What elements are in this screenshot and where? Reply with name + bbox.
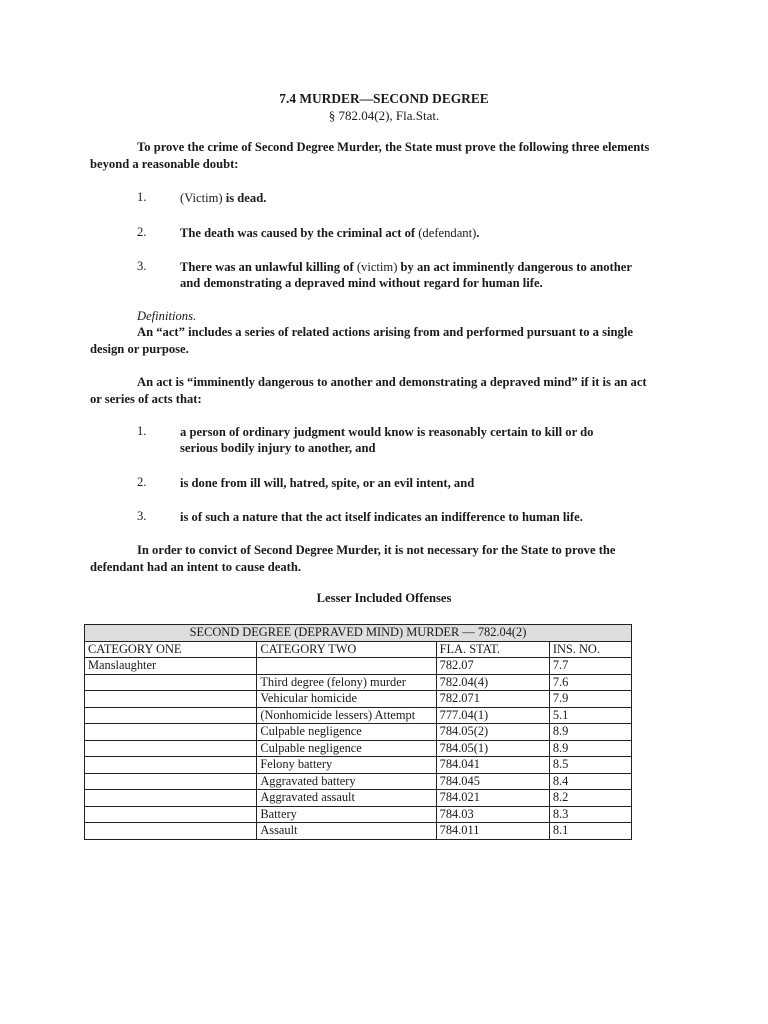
act-text: is done from ill will, hatred, spite, or an evil intent, and	[180, 476, 475, 490]
table-row	[85, 658, 632, 675]
act-item	[180, 509, 680, 525]
element-text: .	[476, 226, 480, 240]
imminent-definition	[90, 374, 660, 407]
definitions-label: Definitions.	[137, 309, 197, 323]
table-cell	[85, 674, 257, 691]
element-text: by an act imminently dangerous to another	[397, 260, 632, 274]
table-cell	[85, 806, 257, 823]
table-cell: Aggravated assault	[257, 790, 436, 807]
table-cell: 777.04(1)	[436, 707, 549, 724]
table-cell: 8.1	[549, 823, 631, 840]
table-header-row	[85, 641, 632, 658]
table-cell: Battery	[257, 806, 436, 823]
intent-text: In order to convict of Second Degree Murder, it is not necessary for the State to prove the defendant had an intent to cause death.	[90, 543, 616, 574]
table-cell: 5.1	[549, 707, 631, 724]
act-text-line2: serious bodily injury to another, and	[180, 441, 376, 455]
column-header: INS. NO.	[549, 641, 631, 658]
table-cell	[85, 790, 257, 807]
element-text-line2: and demonstrating a depraved mind without regard for human life.	[180, 276, 543, 290]
table-row	[85, 773, 632, 790]
table-cell	[257, 658, 436, 675]
table-cell: 784.05(1)	[436, 740, 549, 757]
act-definition-text: An “act” includes a series of related actions arising from and performed pursuant to a single design or purpose.	[90, 325, 633, 356]
table-cell	[85, 773, 257, 790]
intro-paragraph	[90, 139, 660, 172]
table-cell: Manslaughter	[85, 658, 257, 675]
table-cell: Culpable negligence	[257, 724, 436, 741]
table-cell: 782.071	[436, 691, 549, 708]
table-cell: 784.03	[436, 806, 549, 823]
table-cell: 784.041	[436, 757, 549, 774]
element-item	[180, 190, 680, 206]
table-cell: 8.3	[549, 806, 631, 823]
table-cell: Third degree (felony) murder	[257, 674, 436, 691]
table-cell	[85, 724, 257, 741]
table-cell: 8.9	[549, 740, 631, 757]
table-row	[85, 724, 632, 741]
column-header: CATEGORY TWO	[257, 641, 436, 658]
element-number: 2.	[137, 225, 147, 239]
act-number: 1.	[137, 424, 147, 438]
table-row	[85, 740, 632, 757]
table-cell: 7.7	[549, 658, 631, 675]
table-cell: Culpable negligence	[257, 740, 436, 757]
table-cell: 7.6	[549, 674, 631, 691]
table-cell: 784.045	[436, 773, 549, 790]
column-header: FLA. STAT.	[436, 641, 549, 658]
table-row	[85, 823, 632, 840]
table-cell: Assault	[257, 823, 436, 840]
table-cell	[85, 823, 257, 840]
act-definition	[90, 324, 660, 357]
table-banner: SECOND DEGREE (DEPRAVED MIND) MURDER — 782.04(2)	[85, 625, 632, 642]
act-number: 2.	[137, 475, 147, 489]
lesser-offenses-heading: Lesser Included Offenses	[316, 591, 452, 605]
table-row	[85, 707, 632, 724]
statute-citation: § 782.04(2), Fla.Stat.	[328, 108, 440, 123]
table-cell	[85, 757, 257, 774]
element-number: 1.	[137, 190, 147, 204]
table-cell	[85, 691, 257, 708]
intent-paragraph	[90, 542, 660, 575]
table-cell: 784.011	[436, 823, 549, 840]
table-cell: 784.021	[436, 790, 549, 807]
table-row	[85, 790, 632, 807]
element-text: The death was caused by the criminal act of	[180, 226, 419, 240]
table-cell: 784.05(2)	[436, 724, 549, 741]
table-cell: 8.5	[549, 757, 631, 774]
table-cell: 8.4	[549, 773, 631, 790]
table-cell: (Nonhomicide lessers) Attempt	[257, 707, 436, 724]
table-row	[85, 806, 632, 823]
table-cell	[85, 740, 257, 757]
act-number: 3.	[137, 509, 147, 523]
lesser-offenses-table	[84, 624, 632, 840]
page-title: 7.4 MURDER—SECOND DEGREE	[279, 91, 489, 106]
element-paren: (defendant)	[418, 226, 477, 240]
element-paren: (Victim)	[180, 191, 223, 205]
table-row	[85, 674, 632, 691]
element-item	[180, 259, 680, 291]
table-cell: 782.04(4)	[436, 674, 549, 691]
table-cell: 8.9	[549, 724, 631, 741]
intro-text: To prove the crime of Second Degree Murder, the State must prove the following three elements beyond a reasonable doubt:	[90, 140, 650, 171]
definitions-block	[90, 308, 660, 325]
act-item	[180, 475, 680, 491]
column-header: CATEGORY ONE	[85, 641, 257, 658]
table-cell: Felony battery	[257, 757, 436, 774]
element-number: 3.	[137, 259, 147, 273]
element-item	[180, 225, 680, 241]
table-cell: 782.07	[436, 658, 549, 675]
table-row	[85, 757, 632, 774]
table-cell: Vehicular homicide	[257, 691, 436, 708]
act-text: is of such a nature that the act itself indicates an indifference to human life.	[180, 510, 583, 524]
table-cell: 7.9	[549, 691, 631, 708]
element-text: is dead.	[222, 191, 267, 205]
element-text: There was an unlawful killing of	[180, 260, 357, 274]
table-row	[85, 691, 632, 708]
act-item	[180, 424, 680, 456]
table-cell	[85, 707, 257, 724]
act-text: a person of ordinary judgment would know is reasonably certain to kill or do	[180, 425, 594, 439]
imminent-definition-text: An act is “imminently dangerous to another and demonstrating a depraved mind” if it is an act or series of acts that:	[90, 375, 647, 406]
table-banner-row	[85, 625, 632, 642]
element-paren: (victim)	[356, 260, 398, 274]
table-cell: 8.2	[549, 790, 631, 807]
table-cell: Aggravated battery	[257, 773, 436, 790]
